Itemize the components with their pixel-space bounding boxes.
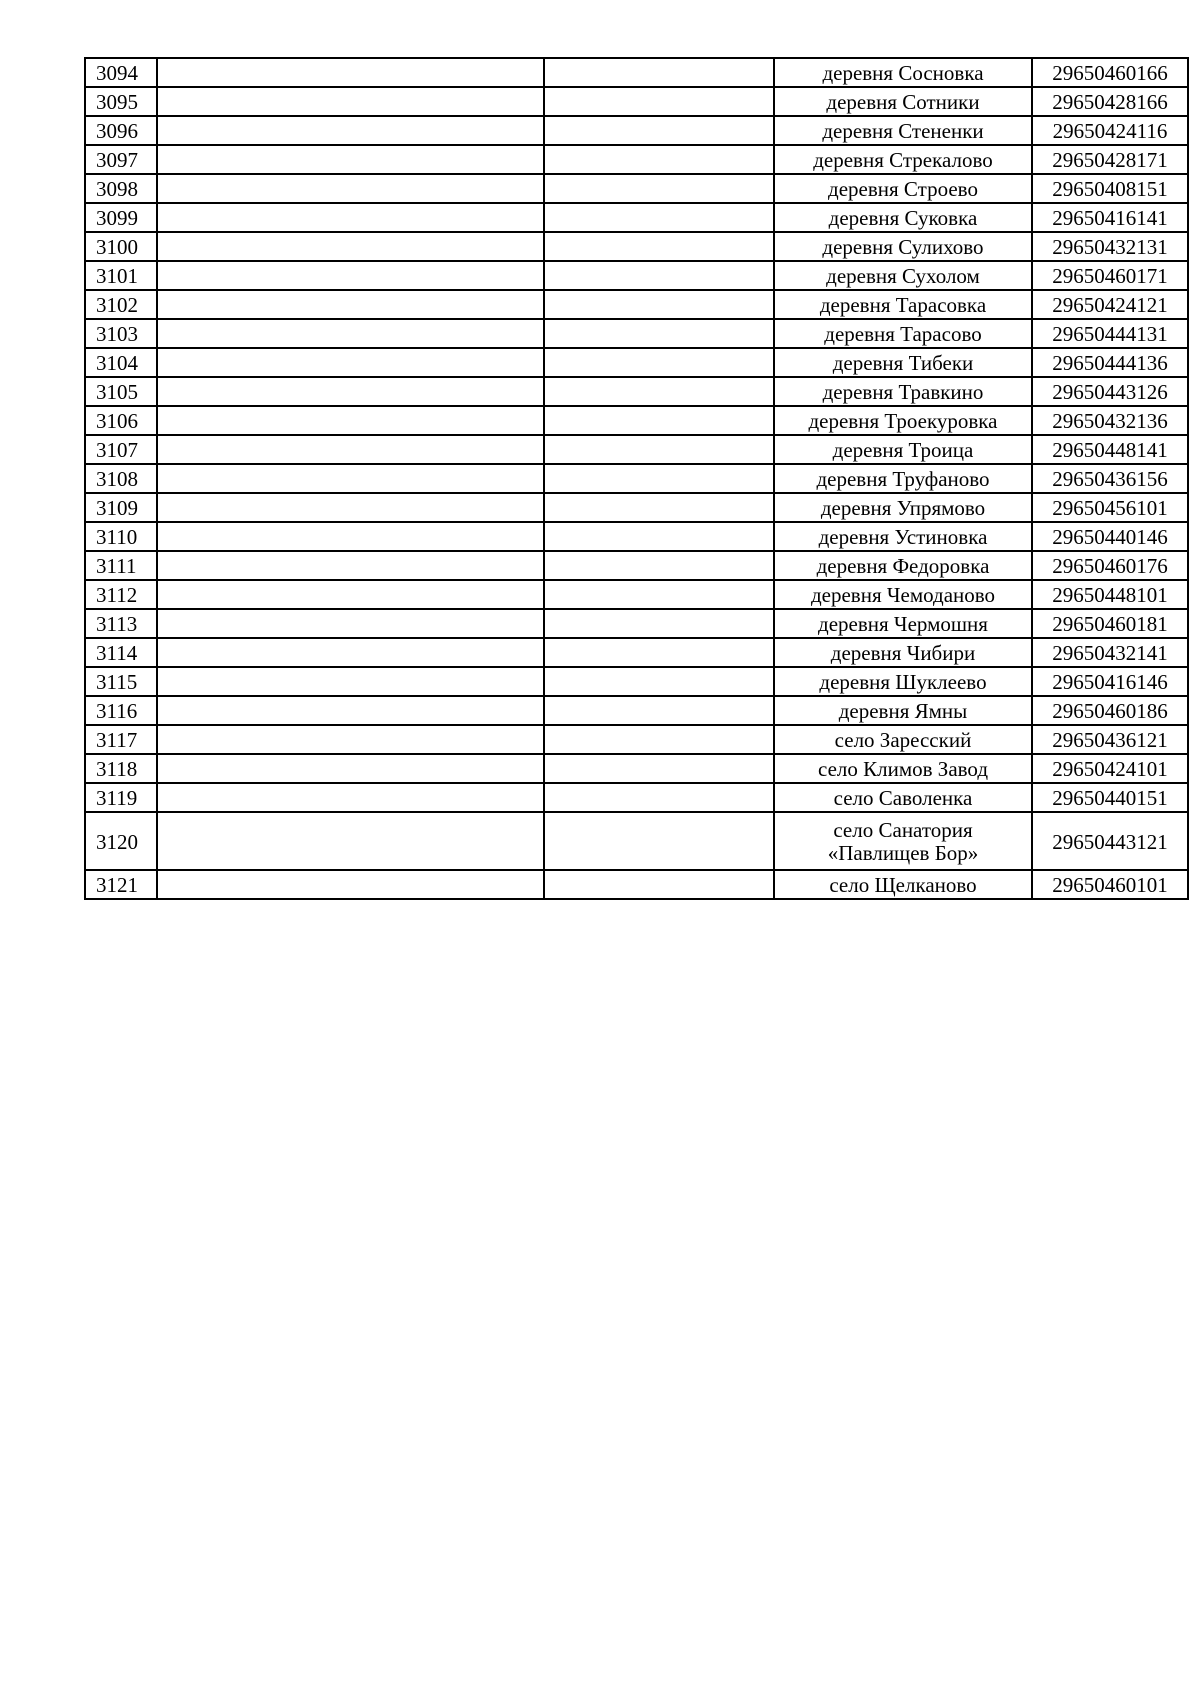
empty-cell-col3 <box>544 754 774 783</box>
table-row <box>85 754 1188 783</box>
row-number-cell: 3103 <box>85 319 157 348</box>
settlement-name-cell: село Санатория «Павлищев Бор» <box>774 812 1032 870</box>
settlement-name-cell: деревня Чермошня <box>774 609 1032 638</box>
document-table <box>84 57 1189 900</box>
table-row <box>85 812 1188 870</box>
empty-cell-col2 <box>157 783 544 812</box>
empty-cell-col3 <box>544 174 774 203</box>
settlement-name-cell: деревня Труфаново <box>774 464 1032 493</box>
settlement-code-cell: 29650444136 <box>1032 348 1188 377</box>
empty-cell-col2 <box>157 261 544 290</box>
row-number-cell: 3117 <box>85 725 157 754</box>
empty-cell-col2 <box>157 609 544 638</box>
settlement-code-cell: 29650436121 <box>1032 725 1188 754</box>
settlement-code-cell: 29650416146 <box>1032 667 1188 696</box>
empty-cell-col3 <box>544 348 774 377</box>
settlement-code-cell: 29650443121 <box>1032 812 1188 870</box>
empty-cell-col3 <box>544 87 774 116</box>
settlement-code-cell: 29650460186 <box>1032 696 1188 725</box>
empty-cell-col2 <box>157 551 544 580</box>
settlement-name-cell: деревня Шуклеево <box>774 667 1032 696</box>
settlement-code-cell: 29650424116 <box>1032 116 1188 145</box>
settlement-code-cell: 29650444131 <box>1032 319 1188 348</box>
empty-cell-col2 <box>157 87 544 116</box>
settlement-name-cell: деревня Упрямово <box>774 493 1032 522</box>
empty-cell-col2 <box>157 464 544 493</box>
settlement-name-cell: деревня Чибири <box>774 638 1032 667</box>
settlement-code-cell: 29650440151 <box>1032 783 1188 812</box>
empty-cell-col2 <box>157 435 544 464</box>
row-number-cell: 3121 <box>85 870 157 899</box>
table-row <box>85 609 1188 638</box>
empty-cell-col2 <box>157 725 544 754</box>
table-row <box>85 551 1188 580</box>
settlement-name-cell: деревня Суковка <box>774 203 1032 232</box>
empty-cell-col3 <box>544 377 774 406</box>
table-row <box>85 638 1188 667</box>
table-row <box>85 348 1188 377</box>
empty-cell-col2 <box>157 58 544 87</box>
settlement-name-cell: деревня Травкино <box>774 377 1032 406</box>
row-number-cell: 3114 <box>85 638 157 667</box>
settlement-name-cell: село Климов Завод <box>774 754 1032 783</box>
settlement-name-cell: деревня Федоровка <box>774 551 1032 580</box>
empty-cell-col3 <box>544 551 774 580</box>
empty-cell-col2 <box>157 203 544 232</box>
row-number-cell: 3115 <box>85 667 157 696</box>
settlement-code-cell: 29650460181 <box>1032 609 1188 638</box>
settlement-code-cell: 29650460101 <box>1032 870 1188 899</box>
row-number-cell: 3108 <box>85 464 157 493</box>
table-row <box>85 261 1188 290</box>
row-number-cell: 3119 <box>85 783 157 812</box>
empty-cell-col2 <box>157 580 544 609</box>
empty-cell-col3 <box>544 406 774 435</box>
empty-cell-col2 <box>157 638 544 667</box>
table-row <box>85 87 1188 116</box>
table-row <box>85 406 1188 435</box>
empty-cell-col2 <box>157 174 544 203</box>
settlement-name-cell: село Заресский <box>774 725 1032 754</box>
row-number-cell: 3116 <box>85 696 157 725</box>
empty-cell-col3 <box>544 870 774 899</box>
settlement-code-cell: 29650416141 <box>1032 203 1188 232</box>
table-row <box>85 696 1188 725</box>
table-row <box>85 870 1188 899</box>
table-row <box>85 232 1188 261</box>
empty-cell-col2 <box>157 290 544 319</box>
table-row <box>85 116 1188 145</box>
settlement-name-cell: деревня Ямны <box>774 696 1032 725</box>
empty-cell-col2 <box>157 667 544 696</box>
settlement-name-cell: деревня Тарасовка <box>774 290 1032 319</box>
row-number-cell: 3095 <box>85 87 157 116</box>
empty-cell-col2 <box>157 870 544 899</box>
settlement-code-cell: 29650448101 <box>1032 580 1188 609</box>
empty-cell-col3 <box>544 493 774 522</box>
settlement-name-cell: село Саволенка <box>774 783 1032 812</box>
empty-cell-col2 <box>157 696 544 725</box>
empty-cell-col3 <box>544 696 774 725</box>
empty-cell-col3 <box>544 435 774 464</box>
row-number-cell: 3110 <box>85 522 157 551</box>
row-number-cell: 3097 <box>85 145 157 174</box>
settlement-code-cell: 29650460176 <box>1032 551 1188 580</box>
empty-cell-col3 <box>544 812 774 870</box>
table-row <box>85 319 1188 348</box>
empty-cell-col3 <box>544 464 774 493</box>
empty-cell-col2 <box>157 319 544 348</box>
table-row <box>85 580 1188 609</box>
settlement-name-cell: деревня Сотники <box>774 87 1032 116</box>
settlement-code-cell: 29650460171 <box>1032 261 1188 290</box>
settlement-name-cell: деревня Троекуровка <box>774 406 1032 435</box>
settlement-name-cell: деревня Тарасово <box>774 319 1032 348</box>
table-row <box>85 464 1188 493</box>
empty-cell-col2 <box>157 754 544 783</box>
empty-cell-col2 <box>157 406 544 435</box>
empty-cell-col2 <box>157 493 544 522</box>
empty-cell-col3 <box>544 638 774 667</box>
empty-cell-col3 <box>544 783 774 812</box>
empty-cell-col3 <box>544 319 774 348</box>
settlement-name-cell: деревня Сухолом <box>774 261 1032 290</box>
empty-cell-col3 <box>544 522 774 551</box>
settlement-code-cell: 29650440146 <box>1032 522 1188 551</box>
settlement-name-cell: деревня Троица <box>774 435 1032 464</box>
row-number-cell: 3109 <box>85 493 157 522</box>
settlement-code-cell: 29650424121 <box>1032 290 1188 319</box>
settlement-name-cell: деревня Строево <box>774 174 1032 203</box>
settlement-name-cell: деревня Чемоданово <box>774 580 1032 609</box>
settlement-name-cell: деревня Тибеки <box>774 348 1032 377</box>
row-number-cell: 3107 <box>85 435 157 464</box>
table-row <box>85 145 1188 174</box>
table-row <box>85 667 1188 696</box>
empty-cell-col3 <box>544 725 774 754</box>
settlement-name-cell: деревня Сосновка <box>774 58 1032 87</box>
row-number-cell: 3113 <box>85 609 157 638</box>
settlement-name-cell: деревня Устиновка <box>774 522 1032 551</box>
empty-cell-col3 <box>544 261 774 290</box>
settlement-name-cell: деревня Стрекалово <box>774 145 1032 174</box>
row-number-cell: 3104 <box>85 348 157 377</box>
table-row <box>85 725 1188 754</box>
table-body <box>85 58 1188 899</box>
empty-cell-col3 <box>544 58 774 87</box>
settlement-code-cell: 29650428171 <box>1032 145 1188 174</box>
empty-cell-col3 <box>544 145 774 174</box>
row-number-cell: 3102 <box>85 290 157 319</box>
empty-cell-col2 <box>157 232 544 261</box>
settlement-code-cell: 29650424101 <box>1032 754 1188 783</box>
row-number-cell: 3112 <box>85 580 157 609</box>
empty-cell-col3 <box>544 116 774 145</box>
empty-cell-col3 <box>544 203 774 232</box>
table-row <box>85 174 1188 203</box>
settlement-name-cell: деревня Сулихово <box>774 232 1032 261</box>
table-row <box>85 435 1188 464</box>
empty-cell-col3 <box>544 667 774 696</box>
empty-cell-col2 <box>157 522 544 551</box>
table-row <box>85 58 1188 87</box>
empty-cell-col3 <box>544 580 774 609</box>
empty-cell-col2 <box>157 116 544 145</box>
empty-cell-col3 <box>544 290 774 319</box>
table-row <box>85 203 1188 232</box>
empty-cell-col3 <box>544 232 774 261</box>
settlement-name-cell: деревня Стененки <box>774 116 1032 145</box>
row-number-cell: 3098 <box>85 174 157 203</box>
table-row <box>85 783 1188 812</box>
settlement-code-cell: 29650432141 <box>1032 638 1188 667</box>
row-number-cell: 3105 <box>85 377 157 406</box>
empty-cell-col2 <box>157 145 544 174</box>
row-number-cell: 3099 <box>85 203 157 232</box>
settlement-code-cell: 29650443126 <box>1032 377 1188 406</box>
settlement-code-cell: 29650428166 <box>1032 87 1188 116</box>
table-row <box>85 522 1188 551</box>
settlement-name-cell: село Щелканово <box>774 870 1032 899</box>
row-number-cell: 3101 <box>85 261 157 290</box>
table-row <box>85 377 1188 406</box>
settlement-code-cell: 29650436156 <box>1032 464 1188 493</box>
empty-cell-col2 <box>157 348 544 377</box>
row-number-cell: 3096 <box>85 116 157 145</box>
settlement-code-cell: 29650456101 <box>1032 493 1188 522</box>
settlement-code-cell: 29650460166 <box>1032 58 1188 87</box>
settlement-code-cell: 29650432136 <box>1032 406 1188 435</box>
row-number-cell: 3100 <box>85 232 157 261</box>
empty-cell-col3 <box>544 609 774 638</box>
empty-cell-col2 <box>157 377 544 406</box>
row-number-cell: 3106 <box>85 406 157 435</box>
settlement-code-cell: 29650408151 <box>1032 174 1188 203</box>
row-number-cell: 3120 <box>85 812 157 870</box>
row-number-cell: 3111 <box>85 551 157 580</box>
empty-cell-col2 <box>157 812 544 870</box>
row-number-cell: 3094 <box>85 58 157 87</box>
row-number-cell: 3118 <box>85 754 157 783</box>
table-row <box>85 493 1188 522</box>
settlement-code-cell: 29650432131 <box>1032 232 1188 261</box>
table-row <box>85 290 1188 319</box>
settlement-code-cell: 29650448141 <box>1032 435 1188 464</box>
